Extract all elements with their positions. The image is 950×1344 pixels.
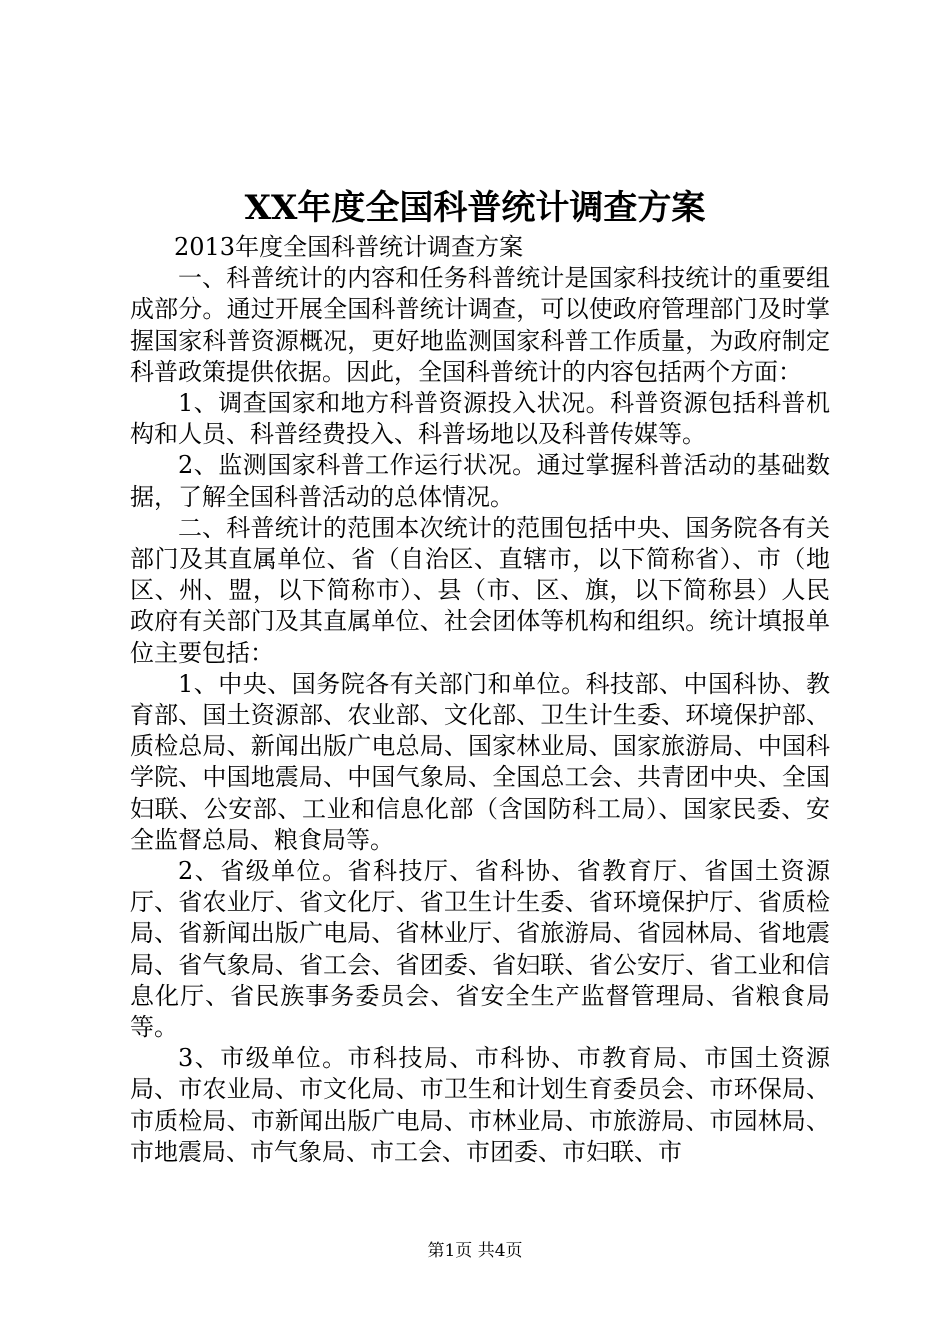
paragraph-7: 3、市级单位。市科技局、市科协、市教育局、市国土资源局、市农业局、市文化局、市卫生和计划生育委员会、市环保局、市质检局、市新闻出版广电局、市林业局、市旅游局、市园林局、市地震局、市气象局、市工会、市团委、市妇联、市 [130,1044,830,1166]
paragraph-4: 二、科普统计的范围本次统计的范围包括中央、国务院各有关部门及其直属单位、省（自治区、直辖市，以下简称省）、市（地区、州、盟，以下简称市）、县（市、区、旗，以下简称县）人民政府有关部门及其直属单位、社会团体等机构和组织。统计填报单位主要包括： [130,513,830,667]
document-title: XX年度全国科普统计调查方案 [244,188,706,228]
document-subtitle: 2013年度全国科普统计调查方案 [174,233,524,261]
paragraph-5: 1、中央、国务院各有关部门和单位。科技部、中国科协、教育部、国土资源部、农业部、文化部、卫生计生委、环境保护部、质检总局、新闻出版广电总局、国家林业局、国家旅游局、中国科学院、中国地震局、中国气象局、全国总工会、共青团中央、全国妇联、公安部、工业和信息化部（含国防科工局）、国家民委、安全监督总局、粮食局等。 [130,669,830,854]
paragraph-1: 一、科普统计的内容和任务科普统计是国家科技统计的重要组成部分。通过开展全国科普统计调查，可以使政府管理部门及时掌握国家科普资源概况，更好地监测国家科普工作质量，为政府制定科普政策提供依据。因此，全国科普统计的内容包括两个方面： [130,264,830,386]
document-body [130,232,830,1168]
paragraph-3: 2、监测国家科普工作运行状况。通过掌握科普活动的基础数据，了解全国科普活动的总体情况。 [130,451,830,511]
page-footer: 第1页 共4页 [427,1241,523,1261]
paragraph-6: 2、省级单位。省科技厅、省科协、省教育厅、省国土资源厅、省农业厅、省文化厅、省卫生计生委、省环境保护厅、省质检局、省新闻出版广电局、省林业厅、省旅游局、省园林局、省地震局、省气象局、省工会、省团委、省妇联、省公安厅、省工业和信息化厅、省民族事务委员会、省安全生产监督管理局、省粮食局等。 [130,857,830,1042]
paragraph-2: 1、调查国家和地方科普资源投入状况。科普资源包括科普机构和人员、科普经费投入、科普场地以及科普传媒等。 [130,389,830,449]
